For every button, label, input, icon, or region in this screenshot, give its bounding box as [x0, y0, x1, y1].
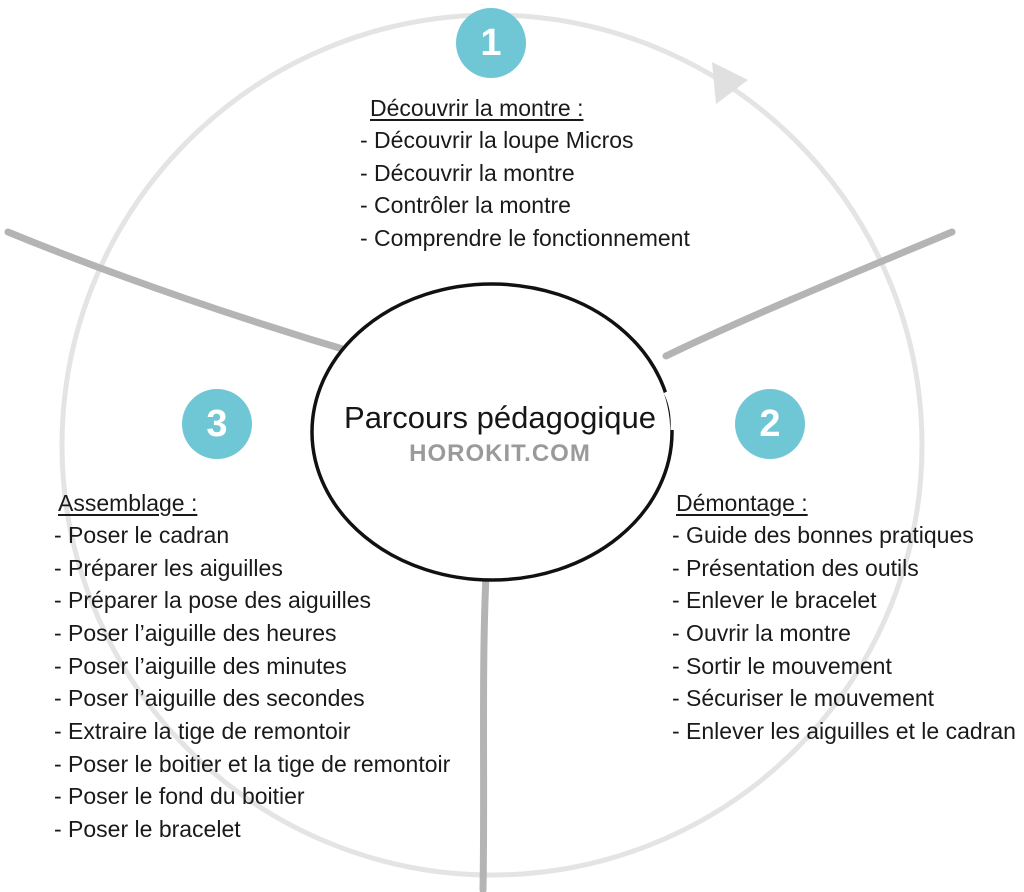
step-2-item: - Présentation des outils [672, 554, 919, 581]
center-label [300, 400, 700, 468]
step-3-title: Assemblage : [58, 490, 198, 516]
step-badge-2[interactable]: 2 [735, 389, 805, 459]
step-group-3 [54, 490, 450, 846]
center-title: Parcours pédagogique [344, 400, 656, 435]
step-3-item: - Préparer la pose des aiguilles [54, 587, 372, 614]
step-group-1 [360, 95, 690, 255]
step-2-item: - Guide des bonnes pratiques [672, 522, 974, 548]
step-3-item: - Poser l’aiguille des heures [54, 619, 337, 646]
step-3-item: - Poser le bracelet [54, 815, 241, 842]
center-watermark: HOROKIT.COM [409, 439, 591, 467]
step-2-item: - Enlever les aiguilles et le cadran [672, 717, 1016, 744]
step-badge-3[interactable]: 3 [182, 389, 252, 459]
step-3-item: - Extraire la tige de remontoir [54, 717, 351, 744]
step-1-title: Découvrir la montre : [370, 95, 584, 121]
step-2-item: - Sortir le mouvement [672, 652, 892, 679]
divider-bottom [483, 556, 487, 890]
step-group-2 [672, 490, 1016, 748]
step-1-item: - Découvrir la loupe Micros [360, 127, 634, 153]
step-1-item: - Contrôler la montre [360, 192, 571, 219]
step-badge-1[interactable]: 1 [456, 8, 526, 78]
step-2-item: - Sécuriser le mouvement [672, 685, 935, 712]
step-3-item: - Préparer les aiguilles [54, 554, 283, 581]
step-3-item: - Poser le boitier et la tige de remontoir [54, 750, 451, 777]
step-2-item: - Enlever le bracelet [672, 587, 877, 614]
step-1-item: - Découvrir la montre [360, 159, 575, 186]
step-3-item: - Poser l’aiguille des secondes [54, 685, 365, 712]
step-1-item: - Comprendre le fonctionnement [360, 224, 690, 251]
step-2-title: Démontage : [676, 490, 808, 516]
step-3-item: - Poser le cadran [54, 522, 230, 548]
step-3-item: - Poser le fond du boitier [54, 783, 305, 810]
step-2-item: - Ouvrir la montre [672, 619, 851, 646]
divider-upper-left [8, 232, 366, 356]
step-3-item: - Poser l’aiguille des minutes [54, 652, 347, 679]
